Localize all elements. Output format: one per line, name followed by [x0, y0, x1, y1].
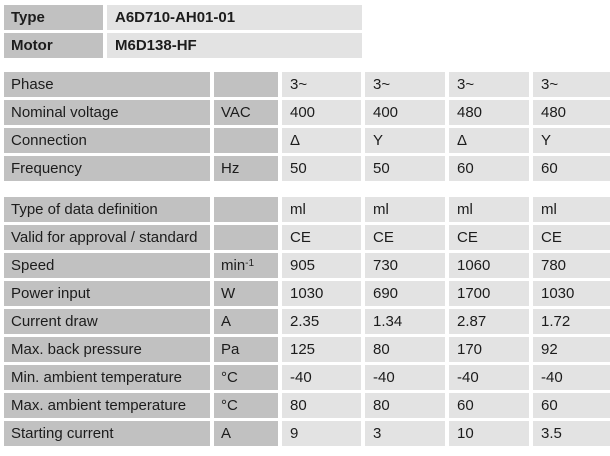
- row-unit: Pa: [214, 337, 278, 362]
- value-cell: 50: [282, 156, 361, 181]
- value-cell: 400: [282, 100, 361, 125]
- value-cell: 170: [449, 337, 529, 362]
- row-unit: A: [214, 309, 278, 334]
- row-unit: [214, 128, 278, 153]
- row-unit: °C: [214, 393, 278, 418]
- row-label: Max. back pressure: [4, 337, 210, 362]
- row-unit: Hz: [214, 156, 278, 181]
- value-cell: 480: [449, 100, 529, 125]
- value-cell: 905: [282, 253, 361, 278]
- value-cell: 1.72: [533, 309, 610, 334]
- row-label: Speed: [4, 253, 210, 278]
- value-cell: -40: [449, 365, 529, 390]
- row-label: Connection: [4, 128, 210, 153]
- value-cell: ml: [533, 197, 610, 222]
- value-cell: 9: [282, 421, 361, 446]
- unit-superscript: -1: [245, 258, 255, 269]
- value-cell: 2.35: [282, 309, 361, 334]
- value-cell: 3~: [365, 72, 445, 97]
- value-cell: CE: [282, 225, 361, 250]
- row-label: Nominal voltage: [4, 100, 210, 125]
- value-cell: 2.87: [449, 309, 529, 334]
- value-cell: 50: [365, 156, 445, 181]
- row-unit: [214, 72, 278, 97]
- value-cell: 60: [449, 393, 529, 418]
- value-cell: 1060: [449, 253, 529, 278]
- row-label: Power input: [4, 281, 210, 306]
- row-unit: [214, 197, 278, 222]
- value-cell: 3~: [449, 72, 529, 97]
- value-cell: 1700: [449, 281, 529, 306]
- row-unit: A: [214, 421, 278, 446]
- type-value: A6D710-AH01-01: [107, 5, 362, 30]
- value-cell: 3: [365, 421, 445, 446]
- value-cell: 3.5: [533, 421, 610, 446]
- value-cell: -40: [533, 365, 610, 390]
- value-cell: 60: [533, 393, 610, 418]
- value-cell: CE: [365, 225, 445, 250]
- value-cell: Δ: [282, 128, 361, 153]
- value-cell: Δ: [449, 128, 529, 153]
- value-cell: 480: [533, 100, 610, 125]
- value-cell: 1030: [533, 281, 610, 306]
- motor-value: M6D138-HF: [107, 33, 362, 58]
- type-label: Type: [4, 5, 103, 30]
- spec-table-section-performance: [4, 197, 610, 446]
- row-label: Max. ambient temperature: [4, 393, 210, 418]
- row-label: Current draw: [4, 309, 210, 334]
- type-motor-header: [4, 5, 610, 58]
- row-unit: °C: [214, 365, 278, 390]
- value-cell: 3~: [282, 72, 361, 97]
- motor-label: Motor: [4, 33, 103, 58]
- value-cell: 1.34: [365, 309, 445, 334]
- value-cell: CE: [449, 225, 529, 250]
- row-unit: [214, 225, 278, 250]
- value-cell: 125: [282, 337, 361, 362]
- value-cell: 60: [533, 156, 610, 181]
- value-cell: Y: [365, 128, 445, 153]
- value-cell: 92: [533, 337, 610, 362]
- value-cell: ml: [365, 197, 445, 222]
- value-cell: 80: [365, 337, 445, 362]
- value-cell: -40: [365, 365, 445, 390]
- value-cell: 730: [365, 253, 445, 278]
- value-cell: ml: [282, 197, 361, 222]
- row-unit: W: [214, 281, 278, 306]
- value-cell: 60: [449, 156, 529, 181]
- row-label: Min. ambient temperature: [4, 365, 210, 390]
- value-cell: 80: [282, 393, 361, 418]
- value-cell: Y: [533, 128, 610, 153]
- value-cell: 780: [533, 253, 610, 278]
- row-unit: VAC: [214, 100, 278, 125]
- value-cell: ml: [449, 197, 529, 222]
- value-cell: -40: [282, 365, 361, 390]
- spec-table-section-electrical: [4, 72, 610, 181]
- row-label: Valid for approval / standard: [4, 225, 210, 250]
- row-label: Frequency: [4, 156, 210, 181]
- row-label: Starting current: [4, 421, 210, 446]
- value-cell: CE: [533, 225, 610, 250]
- value-cell: 3~: [533, 72, 610, 97]
- row-label: Phase: [4, 72, 210, 97]
- value-cell: 400: [365, 100, 445, 125]
- value-cell: 690: [365, 281, 445, 306]
- row-unit: $\min^{-1}$: [214, 253, 278, 278]
- value-cell: 1030: [282, 281, 361, 306]
- value-cell: 80: [365, 393, 445, 418]
- value-cell: 10: [449, 421, 529, 446]
- row-label: Type of data definition: [4, 197, 210, 222]
